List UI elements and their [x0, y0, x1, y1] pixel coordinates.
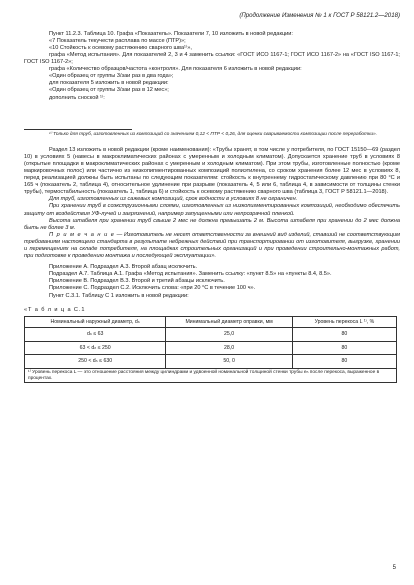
paragraph: дополнить сноской ¹⁾:	[49, 94, 105, 101]
paragraph: Приложение С. Подраздел С.2. Исключить слова: «при 20 °С в течение 100 ч».	[49, 285, 256, 292]
note-text: — Изготовитель не несет ответственности за внешний вид изделий, ставший не соответствующим требованиям настоящего стандарта в результате небрежных действий при транспортировании от изготовителя, выгрузке, хранении и перемещениях на складе потребителя, на площадках строительных организаций и при проведении строительно-монтажных работ, при подготовке к проведению монтажа и последующей эксплуатации».	[24, 231, 400, 260]
paragraph: Высота штабеля при хранении труб свыше 2 мес не должна превышать 2 м. Высота штабеля при хранении до 2 мес должна быть не более 3 м.	[24, 217, 400, 231]
footnote-divider	[24, 129, 132, 130]
table-note: ¹⁾ Уровень перекоса L — это отношение расстояния между цилиндрами и удвоенной номинальной толщиной стенки трубы eₙ после перекоса, выраженное в процентах.	[25, 368, 397, 382]
amendment-block-2	[24, 147, 400, 261]
table-cell: 25,0	[166, 328, 292, 342]
paragraph: Пункт С.3.1. Таблицу С 1 изложить в новой редакции:	[49, 292, 189, 299]
paragraph: Пункт 11.2.3. Таблица 10. Графа «Показатель». Показатели 7, 10 изложить в новой редакции:	[49, 30, 293, 37]
amendment-block-1	[24, 31, 400, 102]
paragraph: Приложение В. Подраздел В.3. Второй и третий абзацы исключить.	[49, 278, 225, 285]
paragraph: «10 Стойкость к осевому растяжению сварного шва¹⁾»,	[49, 44, 192, 51]
paragraph: Раздел 13 изложить в новой редакции (кроме наименования): «Трубы хранят, в том числе у потребителя, по ГОСТ 15150—69 (раздел 10) в условиях 5 (навесы в макроклиматических районах с умеренным и холодным климатом). Допускается хранение труб в условиях 8 (открытые площадки в макроклиматических районах с умеренным и холодным климатом). При этом трубы, изготовленные полностью (кроме маркировочных полос) или частично из низкопигментированных композиций полиэтилена, со сроком хранения более 12 мес в условиях 8, перед реализацией должны быть испытаны по следующим показателям: стойкость к внутреннему гидростатическому давлению при 80 °С и 165 ч (показатель 2, таблица 4), относительное удлинение при разрыве (показатель 4, 5 или 6, таблица 4, в зависимости от толщины стенки трубы), термостабильность (показатель 1, таблица 6) и стойкость к осевому растяжению сварного шва (таблица 3, ГОСТ Р 58121.1—2018).	[24, 146, 400, 196]
amendment-block-3	[24, 264, 400, 299]
table-caption: «Т а б л и ц а С.1	[24, 306, 86, 313]
paragraph: «Один образец от группы 3/заи раз в 12 мес»;	[49, 87, 169, 94]
table-cell: 28,0	[166, 341, 292, 355]
table-c1	[24, 316, 397, 383]
paragraph: графа «Метод испытания». Для показателей 2, 3 и 4 заменить ссылки: «ГОСТ ИСО 1167-1; ГОСТ ИСО 1167-2» на «ГОСТ ISO 1167-1; ГОСТ ISO 1167-2»;	[24, 52, 400, 66]
column-header: Минимальный диаметр оправки, мм	[166, 316, 292, 328]
table-cell: 50, 0	[166, 355, 292, 369]
note-paragraph	[24, 232, 400, 260]
column-header: Уровень перекоса L ¹⁾, %	[292, 316, 396, 328]
table-header-row	[25, 316, 397, 328]
paragraph: Для труб, изготовленных из сажевых композиций, срок водности в условиях 8 не ограничен.	[49, 196, 298, 203]
table-row	[25, 328, 397, 342]
table-cell: 80	[292, 355, 396, 369]
column-header: Номинальный наружный диаметр, dₙ	[25, 316, 166, 328]
paragraph: Приложение А. Подраздел А.3. Второй абзац исключить.	[49, 264, 198, 271]
table-cell: dₙ ≤ 63	[25, 328, 166, 342]
table-cell: 80	[292, 328, 396, 342]
footnote: ¹⁾ Только для труб, изготовленных из композиций со значением 0,12 < ПТР < 0,26, для оценки свариваемости композиции после переработки».	[49, 131, 377, 137]
page-number: 5	[392, 565, 396, 572]
paragraph: Подраздел А.7. Таблица А.1. Графа «Метод испытания». Заменить ссылку: «пункт 8.5» на «пункты 8.4, 8.5».	[49, 271, 332, 278]
note-label: П р и м е ч а н и е	[49, 231, 115, 238]
paragraph: При хранении труб в соэкструзионными слоями, изготовленных из низкопигментированных композиций, необходимо обеспечить защиту от воздействия УФ-лучей и загрязнений, например запущенными или непрозрачной пленкой.	[24, 203, 400, 217]
paragraph: «Один образец от группы 3/заи раз в два года»;	[49, 73, 174, 80]
page-header: (Продолжение Изменения № 1 к ГОСТ Р 58121.2—2018)	[239, 12, 400, 19]
table-cell: 80	[292, 341, 396, 355]
table-row	[25, 355, 397, 369]
table-cell: 63 < dₙ ≤ 250	[25, 341, 166, 355]
paragraph: «7 Показатель текучести расплава по массе (ПТР)»;	[49, 37, 186, 44]
paragraph: для показателя 5 изложить в новой редакции:	[49, 80, 169, 87]
table-cell: 250 < dₙ ≤ 630	[25, 355, 166, 369]
paragraph: графа «Количество образцов/частота «контроля». Для показателя 6 изложить в новой редакции:	[49, 66, 302, 73]
table-row	[25, 341, 397, 355]
table-note-row	[25, 368, 397, 382]
